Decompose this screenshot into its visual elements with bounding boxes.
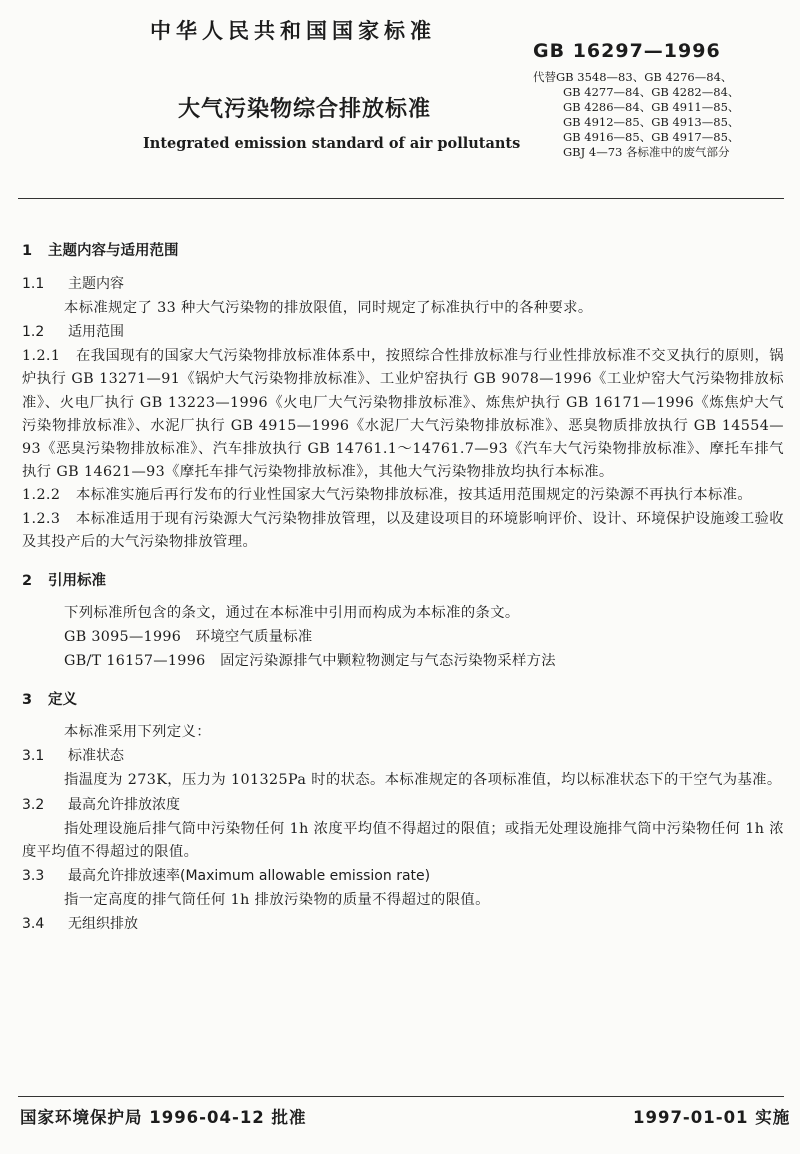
subsection-heading: 3.3 最高允许排放速率(Maximum allowable emission rate) [22, 868, 431, 885]
paragraph: 指处理设施后排气筒中污染物任何 1h 浓度平均值不得超过的限值；或指无处理设施排气筒中污染物任何 1h 浓度平均值不得超过的限值。 [22, 820, 784, 860]
section-heading: 3 定义 [22, 692, 77, 709]
subsection-heading: 3.2 最高允许排放浓度 [22, 796, 180, 813]
clause-1-2-2: 1.2.2 本标准实施后再行发布的行业性国家大气污染物排放标准，按其适用范围规定的污染源不再执行本标准。 [22, 487, 753, 504]
national-standard-heading: 中华人民共和国国家标准 [150, 19, 436, 43]
replaces-list [533, 70, 739, 160]
standard-code: GB 16297—1996 [533, 40, 721, 62]
effective-date: 1997-01-01 实施 [633, 1108, 791, 1127]
document-title-english: Integrated emission standard of air pollutants [143, 135, 521, 152]
replaces-line: GB 4912—85、GB 4913—85、 [563, 115, 740, 129]
section-heading: 2 引用标准 [22, 573, 106, 590]
subsection-heading: 3.1 标准状态 [22, 748, 124, 765]
footer-divider [18, 1096, 784, 1097]
replaces-line: GB 4277—84、GB 4282—84、 [563, 85, 740, 99]
section-heading: 1 主题内容与适用范围 [22, 243, 179, 259]
reference-item: GB/T 16157—1996 固定污染源排气中颗粒物测定与气态污染物采样方法 [64, 653, 556, 670]
document-body [22, 238, 784, 937]
paragraph: 指温度为 273K，压力为 101325Pa 时的状态。本标准规定的各项标准值，均以标准状态下的干空气为基准。 [64, 772, 782, 789]
replaces-line: GB 4286—84、GB 4911—85、 [563, 100, 740, 114]
replaces-line: 代替GB 3548—83、GB 4276—84、 [533, 70, 733, 84]
paragraph: 指一定高度的排气筒任何 1h 排放污染物的质量不得超过的限值。 [64, 892, 490, 909]
subsection-heading: 1.2 适用范围 [22, 324, 124, 341]
approval-date: 国家环境保护局 1996-04-12 批准 [20, 1108, 307, 1127]
replaces-line: GB 4916—85、GB 4917—85、 [563, 130, 740, 144]
paragraph: 下列标准所包含的条文，通过在本标准中引用而构成为本标准的条文。 [64, 605, 520, 622]
clause-1-2-1: 1.2.1 在我国现有的国家大气污染物排放标准体系中，按照综合性排放标准与行业性排放标准不交叉执行的原则，锅炉执行 GB 13271—91《锅炉大气污染物排放标准》、工业炉窑执行 GB 9078—1996《工业炉窑大气污染物排放标准》、火电厂执行 GB 13223—1996《火电厂大气污染物排放标准》、炼焦炉执行 GB 16171—1996《炼焦炉大气污染物排放标准》、水泥厂执行 GB 4915—1996《水泥厂大气污染物排放标准》、恶臭物质排放执行 GB 14554—93《恶臭污染物排放标准》、汽车排放执行 GB 14761.1～14761.7—93《汽车大气污染物排放标准》、摩托车排气执行 GB 14621—93《摩托车排气污染物排放标准》，其他大气污染物排放均执行本标准。 [22, 348, 784, 481]
reference-item: GB 3095—1996 环境空气质量标准 [64, 629, 313, 646]
header-divider [18, 198, 784, 199]
subsection-heading: 3.4 无组织排放 [22, 916, 138, 933]
clause-1-2-3: 1.2.3 本标准适用于现有污染源大气污染物排放管理，以及建设项目的环境影响评价、设计、环境保护设施竣工验收及其投产后的大气污染物排放管理。 [22, 510, 784, 550]
replaces-line: GBJ 4—73 各标准中的废气部分 [563, 145, 730, 159]
document-title: 大气污染物综合排放标准 [178, 97, 432, 122]
paragraph: 本标准采用下列定义： [64, 724, 211, 741]
subsection-heading: 1.1 主题内容 [22, 276, 124, 292]
paragraph: 本标准规定了 33 种大气污染物的排放限值，同时规定了标准执行中的各种要求。 [64, 300, 593, 316]
